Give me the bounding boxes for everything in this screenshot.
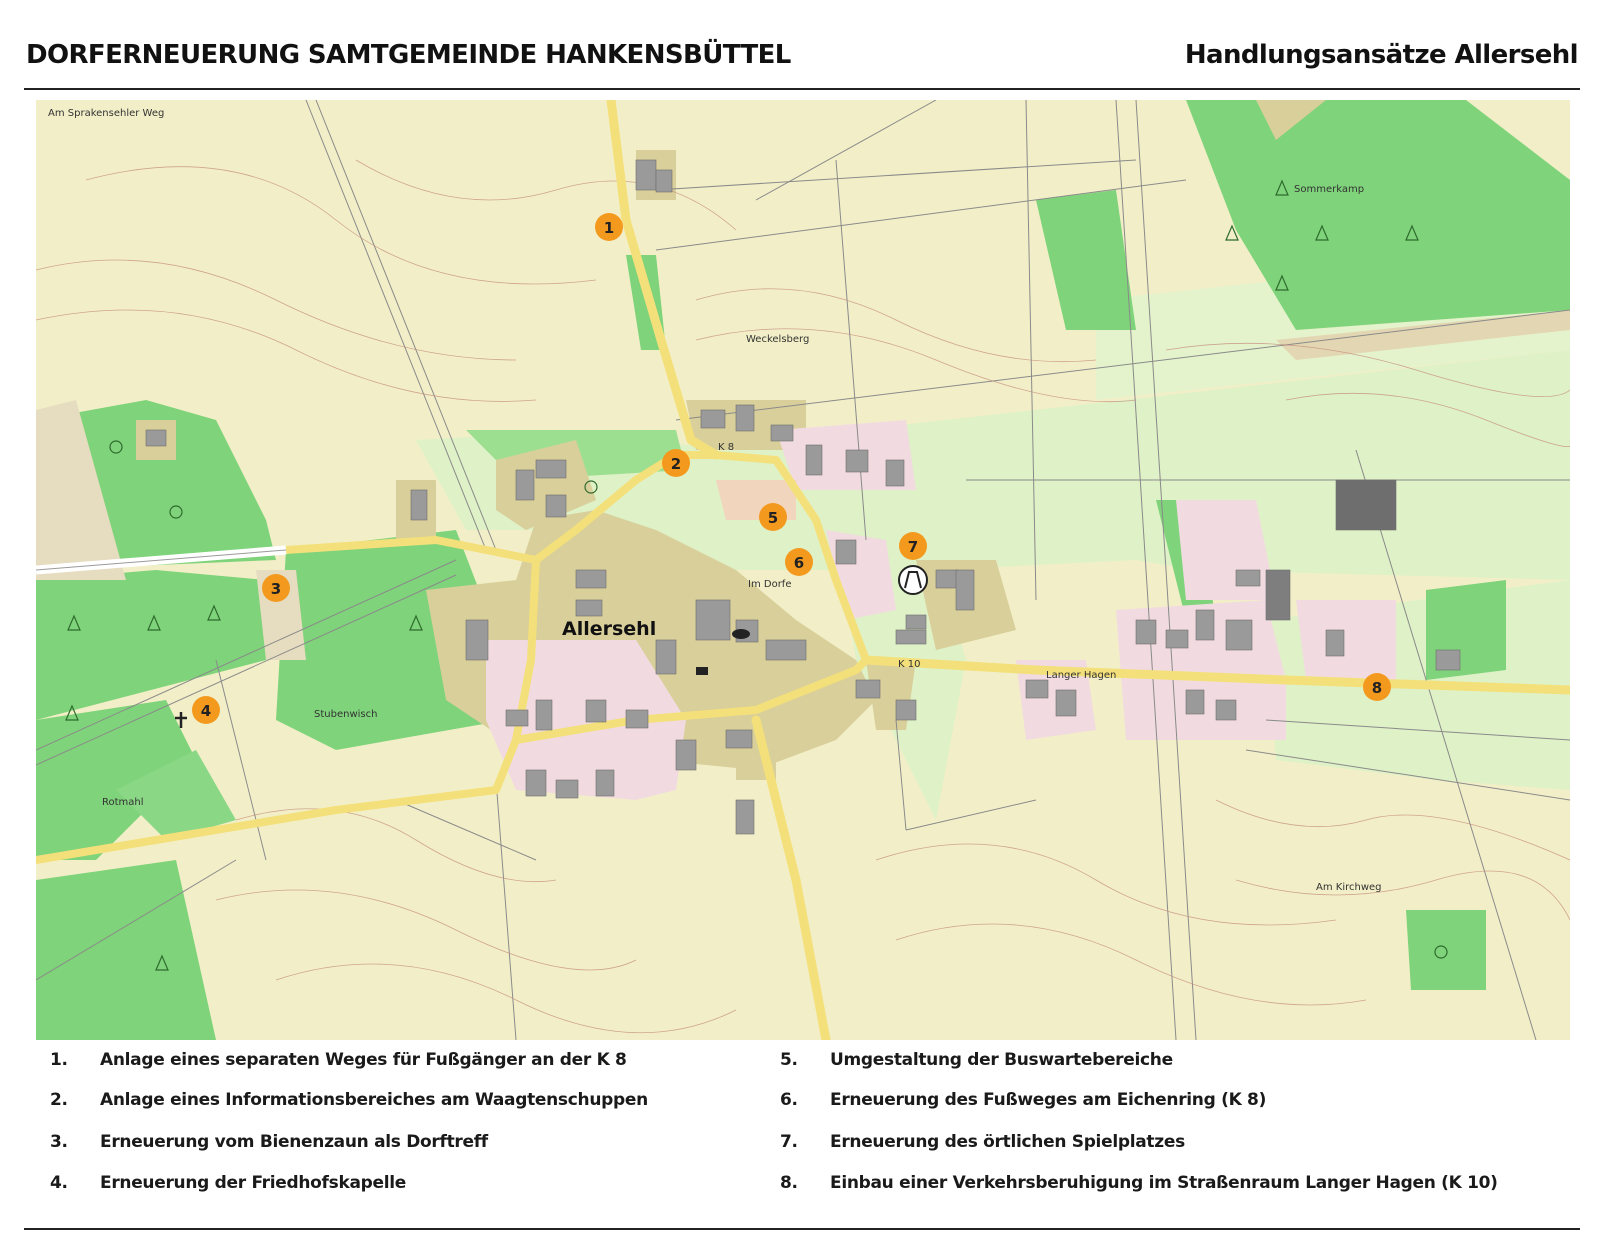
building: [586, 700, 606, 722]
map-label-rotmahl: Rotmahl: [102, 797, 144, 808]
building: [886, 460, 904, 486]
building: [536, 460, 566, 478]
legend-item-text: Erneuerung des örtlichen Spielplatzes: [830, 1132, 1185, 1152]
legend-item-number: 3.: [50, 1132, 68, 1152]
building: [1136, 620, 1156, 644]
building: [656, 170, 672, 192]
building: [1166, 630, 1188, 648]
legend-item-text: Einbau einer Verkehrsberuhigung im Straßenraum Langer Hagen (K 10): [830, 1173, 1498, 1193]
legend-item-text: Erneuerung der Friedhofskapelle: [100, 1173, 407, 1193]
legend: [44, 1050, 1564, 1220]
building: [676, 740, 696, 770]
svg-text:2: 2: [670, 455, 682, 473]
building: [546, 495, 566, 517]
map-marker-4[interactable]: [192, 696, 220, 724]
page-header: [24, 34, 1580, 90]
building: [506, 710, 528, 726]
building: [1226, 620, 1252, 650]
building: [596, 770, 614, 796]
building: [411, 490, 427, 520]
building: [656, 640, 676, 674]
building: [956, 570, 974, 610]
map-label-village-name: Allersehl: [562, 618, 657, 640]
building: [736, 405, 754, 431]
map-marker-2[interactable]: [662, 449, 690, 477]
legend-item-number: 8.: [780, 1173, 798, 1193]
village-map: [36, 100, 1570, 1040]
map-label-k8: K 8: [718, 442, 735, 453]
building: [896, 700, 916, 720]
building: [1196, 610, 1214, 640]
building: [146, 430, 166, 446]
svg-text:4: 4: [200, 702, 212, 720]
building: [576, 600, 602, 616]
svg-text:7: 7: [907, 538, 919, 556]
legend-item-text: Erneuerung des Fußweges am Eichenring (K 8): [830, 1090, 1267, 1110]
map-marker-3[interactable]: [262, 574, 290, 602]
building: [701, 410, 725, 428]
building: [936, 570, 958, 588]
map-label-stubenwisch: Stubenwisch: [314, 709, 378, 720]
building: [896, 630, 926, 644]
svg-text:8: 8: [1371, 679, 1383, 697]
svg-text:5: 5: [767, 509, 779, 527]
building: [1026, 680, 1048, 698]
legend-item-number: 5.: [780, 1050, 798, 1070]
map-label-k10: K 10: [898, 659, 921, 670]
building: [771, 425, 793, 441]
building: [626, 710, 648, 728]
map-marker-6[interactable]: [785, 548, 813, 576]
svg-text:6: 6: [793, 554, 805, 572]
legend-item-text: Umgestaltung der Buswartebereiche: [830, 1050, 1173, 1070]
building: [526, 770, 546, 796]
scale-house-icon: [696, 667, 708, 675]
building: [516, 470, 534, 500]
building: [1056, 690, 1076, 716]
map-label-im-dorfe: Im Dorfe: [748, 579, 792, 590]
building: [576, 570, 606, 588]
forest-area: [1406, 910, 1486, 990]
building: [1436, 650, 1460, 670]
water-tower-icon: [732, 629, 750, 639]
map-label-sommerkamp: Sommerkamp: [1294, 184, 1365, 195]
building: [1326, 630, 1344, 656]
svg-text:3: 3: [270, 580, 282, 598]
building: [726, 730, 752, 748]
map-marker-8[interactable]: [1363, 673, 1391, 701]
building: [736, 800, 754, 834]
page-title: DORFERNEUERUNG SAMTGEMEINDE HANKENSBÜTTEL: [26, 40, 791, 70]
building: [846, 450, 868, 472]
map-label-langer-hagen: Langer Hagen: [1046, 670, 1117, 681]
legend-item-text: Anlage eines Informationsbereiches am Waagtenschuppen: [100, 1090, 648, 1110]
footer-divider: [24, 1228, 1580, 1230]
building: [806, 445, 822, 475]
legend-item-number: 4.: [50, 1173, 68, 1193]
legend-item-number: 2.: [50, 1090, 68, 1110]
legend-item-text: Anlage eines separaten Weges für Fußgänger an der K 8: [100, 1050, 627, 1070]
building: [1236, 570, 1260, 586]
playground-icon: [899, 566, 927, 594]
building: [636, 160, 656, 190]
building: [556, 780, 578, 798]
building: [1336, 480, 1396, 530]
map-label-am-kirchweg: Am Kirchweg: [1316, 882, 1382, 893]
legend-item-number: 1.: [50, 1050, 68, 1070]
map-marker-1[interactable]: [595, 213, 623, 241]
page-subtitle: Handlungsansätze Allersehl: [1184, 40, 1578, 70]
map-label-am-sprakensehler-weg: Am Sprakensehler Weg: [48, 108, 165, 119]
map-marker-7[interactable]: [899, 532, 927, 560]
svg-text:1: 1: [603, 219, 615, 237]
building: [1186, 690, 1204, 714]
map-label-weckelsberg: Weckelsberg: [746, 334, 810, 345]
building: [836, 540, 856, 564]
building: [1216, 700, 1236, 720]
legend-item-text: Erneuerung vom Bienenzaun als Dorftreff: [100, 1132, 488, 1152]
residential-area: [1296, 600, 1396, 680]
building: [466, 620, 488, 660]
map-marker-5[interactable]: [759, 503, 787, 531]
header-divider: [24, 88, 1580, 90]
legend-item-number: 7.: [780, 1132, 798, 1152]
building: [856, 680, 880, 698]
legend-item-number: 6.: [780, 1090, 798, 1110]
building: [766, 640, 806, 660]
building: [1266, 570, 1290, 620]
building: [906, 615, 926, 629]
building: [696, 600, 730, 640]
building: [536, 700, 552, 730]
